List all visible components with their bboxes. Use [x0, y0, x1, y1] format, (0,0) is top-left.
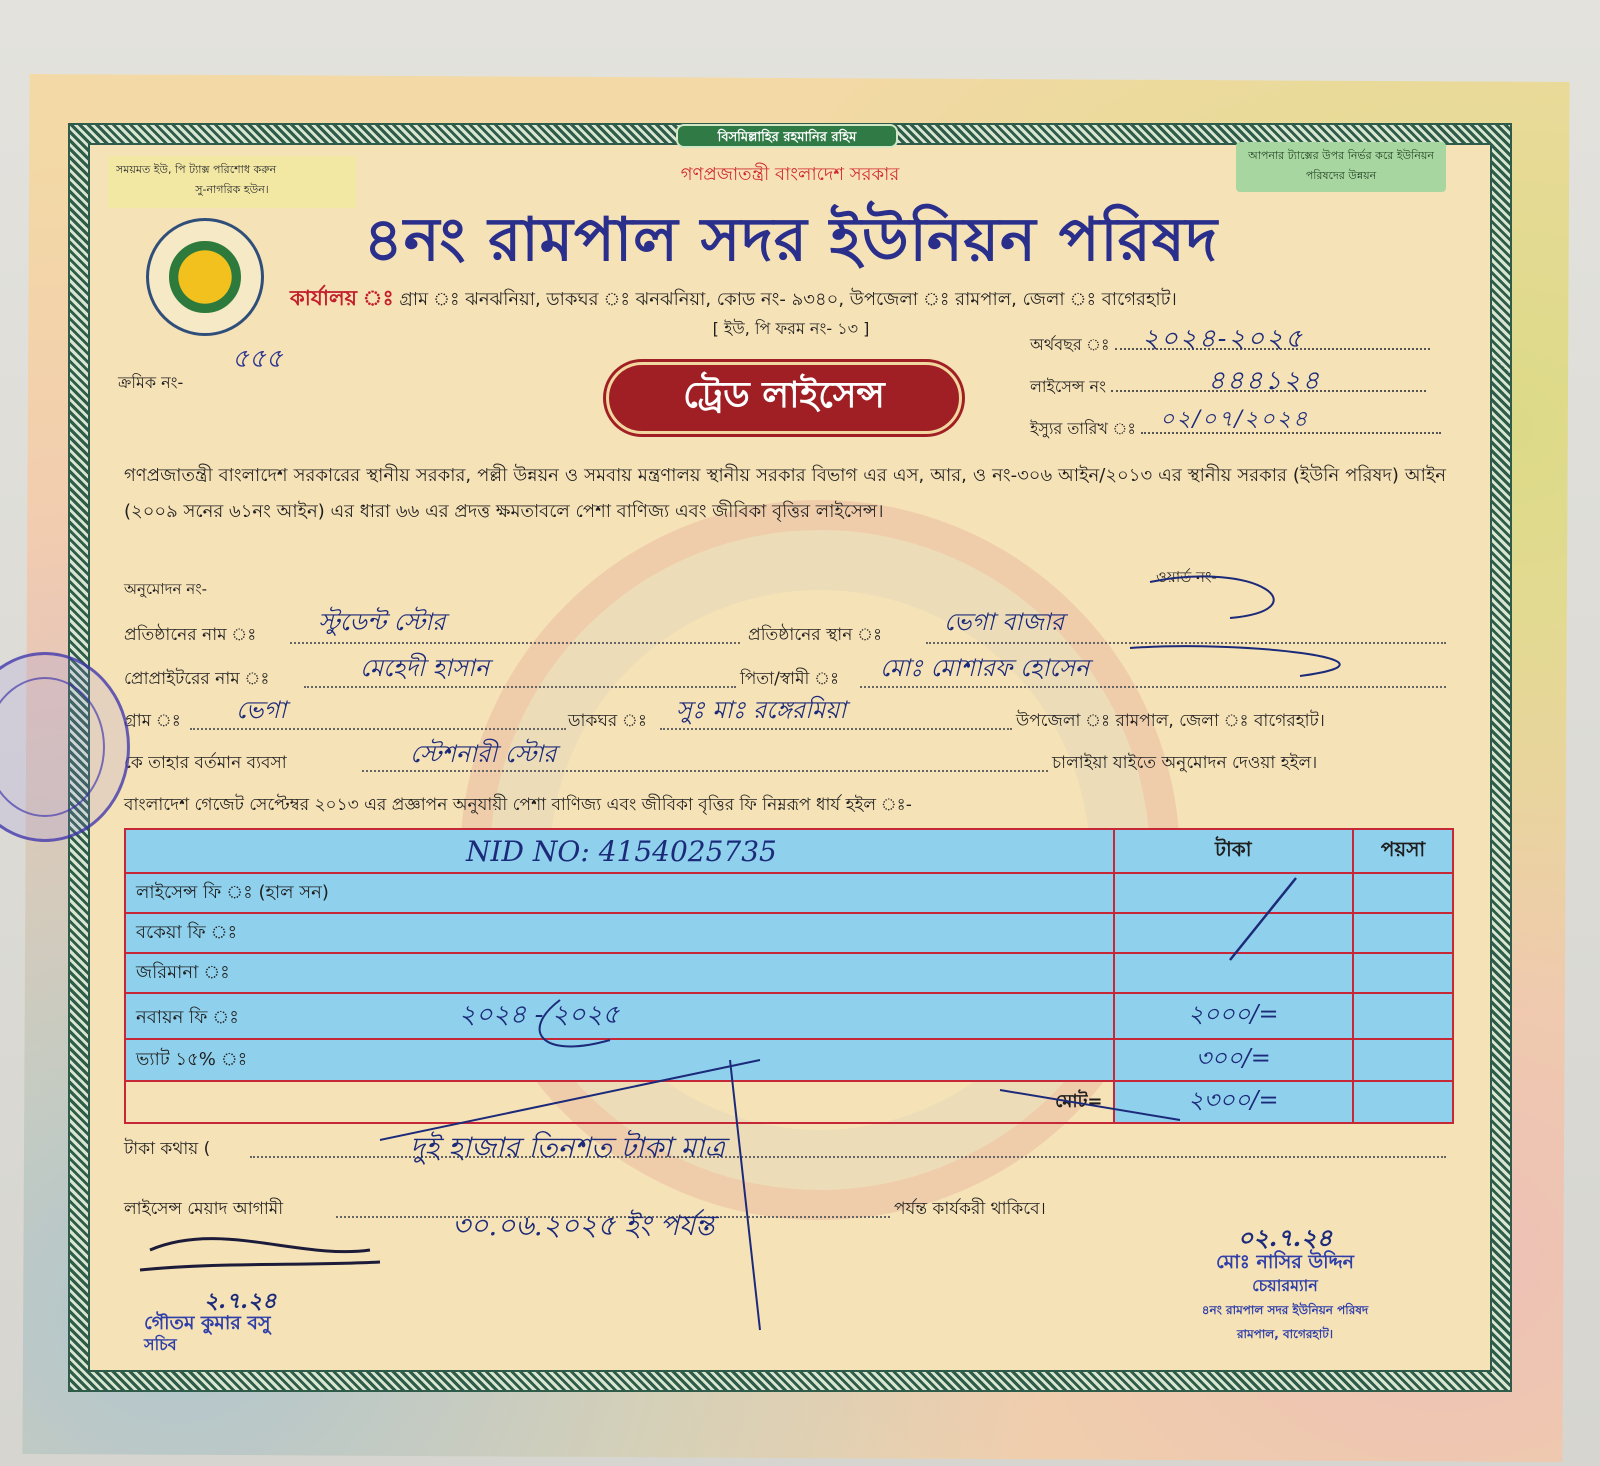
secretary-name: গৌতম কুমার বসু: [144, 1312, 271, 1334]
renewal-year-note: ২০২৪ - ২০২৫: [458, 1000, 620, 1030]
upazila-district-text: উপজেলা ঃ রামপাল, জেলা ঃ বাগেরহাট।: [1016, 711, 1325, 731]
office-address: গ্রাম ঃ ঝনঝনিয়া, ডাকঘর ঃ ঝনঝনিয়া, কোড নং- ৯৩৪০, উপজেলা ঃ রামপাল, জেলা ঃ বাগেরহাট।: [399, 289, 1177, 310]
poysa-header: পয়সা: [1353, 829, 1453, 873]
ward-number-label: ওয়ার্ড নং-: [1156, 568, 1217, 586]
form-number: [ ইউ, পি ফরম নং- ১৩ ]: [712, 319, 870, 338]
trade-license-title: ট্রেড লাইসেন্স: [683, 375, 885, 416]
validity-value: ৩০.০৬.২০২৫ ইং পর্যন্ত: [452, 1209, 715, 1242]
office-label: কার্যালয় ঃ: [290, 286, 394, 310]
taka-header: টাকা: [1114, 829, 1354, 873]
amount-in-words-value: দুই হাজার তিনশত টাকা মাত্র: [410, 1131, 725, 1164]
fiscal-year-label: অর্থবছর ঃ: [1030, 335, 1110, 354]
government-heading: গণপ্রজাতন্ত্রী বাংলাদেশ সরকার: [680, 164, 900, 185]
business-place-value: ভেগা বাজার: [944, 608, 1064, 636]
issue-date-label: ইস্যুর তারিখ ঃ: [1030, 419, 1136, 438]
approval-statement: চালাইয়া যাইতে অনুমোদন দেওয়া হইল।: [1052, 753, 1318, 773]
secretary-title: সচিব: [144, 1335, 177, 1354]
fiscal-year-value: ২০২৪-২০২৫: [1142, 324, 1304, 354]
fee-row-label: লাইসেন্স ফি ঃ (হাল সন): [125, 873, 1114, 913]
serial-value: ৫৫৫: [232, 344, 283, 374]
father-label: পিতা/স্বামী ঃ: [740, 669, 840, 689]
issue-date-value: ০২/০৭/২০২৪: [1160, 407, 1310, 432]
chairman-title: চেয়ারম্যান: [1252, 1276, 1318, 1295]
father-value: মোঃ মোশারফ হোসেন: [880, 654, 1090, 682]
serial-label: ক্রমিক নং-: [118, 373, 184, 392]
proprietor-value: মেহেদী হাসান: [360, 654, 490, 682]
fee-row-taka: ২০০০/=: [1114, 993, 1354, 1039]
tax-reminder-line2: সু-নাগরিক হউন।: [195, 183, 269, 196]
fee-row-label: জরিমানা ঃ: [125, 953, 1114, 993]
proprietor-label: প্রোপ্রাইটরের নাম ঃ: [124, 669, 270, 689]
business-name-value: স্টুডেন্ট স্টোর: [318, 608, 446, 636]
validity-end-text: পর্যন্ত কার্যকরী থাকিবে।: [894, 1199, 1046, 1219]
village-value: ভেগা: [236, 696, 287, 724]
nid-number: NID NO: 4154025735: [125, 829, 1114, 873]
chairman-name: মোঃ নাসির উদ্দিন: [1215, 1251, 1355, 1273]
fee-row-label: বকেয়া ফি ঃ: [125, 913, 1114, 953]
bismillah-banner: বিসমিল্লাহির রহমানির রহিম: [676, 124, 898, 148]
fee-row-taka: ৩০০/=: [1114, 1039, 1354, 1081]
validity-label: লাইসেন্স মেয়াদ আগামী: [124, 1199, 284, 1219]
post-office-label: ডাকঘর ঃ: [568, 711, 647, 731]
chairman-place: রামপাল, বাগেরহাট।: [1236, 1327, 1334, 1341]
gazette-statement: বাংলাদেশ গেজেট সেপ্টেম্বর ২০১৩ এর প্রজ্ঞাপন অনুযায়ী পেশা বাণিজ্য এবং জীবিকা বৃত্তির ফি নিম্নরূপ ধার্য হইল ঃ-: [124, 795, 912, 815]
amount-in-words-label: টাকা কথায় (: [124, 1139, 211, 1159]
development-note: আপনার ট্যাক্সের উপর নির্ভর করে ইউনিয়ন পরিষদের উন্নয়ন: [1236, 142, 1446, 192]
chairman-organization: ৪নং রামপাল সদর ইউনিয়ন পরিষদ: [1201, 1303, 1369, 1317]
village-label: গ্রাম ঃ: [124, 711, 181, 731]
business-type-label: কে তাহার বর্তমান ব্যবসা: [124, 753, 287, 773]
approval-number-label: অনুমোদন নং-: [124, 580, 208, 598]
business-type-value: স্টেশনারী স্টোর: [410, 740, 557, 768]
total-label: মোট=: [125, 1081, 1114, 1123]
tax-reminder-line1: সময়মত ইউ, পি ট্যাক্স পরিশোধ করুন: [116, 163, 277, 176]
license-number-value: ৪৪৪১২৪: [1208, 366, 1322, 396]
chairman-sign-date: ০২.৭.২৪: [1237, 1223, 1333, 1252]
fee-row-label-text: নবায়ন ফি ঃ: [136, 1007, 239, 1028]
secretary-sign-date: ২.৭.২৪: [204, 1288, 277, 1314]
license-number-label: লাইসেন্স নং: [1030, 377, 1106, 396]
business-name-label: প্রতিষ্ঠানের নাম ঃ: [124, 625, 257, 645]
fee-row-label: ভ্যাট ১৫% ঃ: [125, 1039, 1114, 1081]
business-place-label: প্রতিষ্ঠানের স্থান ঃ: [748, 625, 883, 645]
page-title: ৪নং রামপাল সদর ইউনিয়ন পরিষদ: [363, 205, 1219, 275]
post-office-value: সুঃ মাঃ রঙ্গেরমিয়া: [676, 696, 847, 724]
license-preamble: গণপ্রজাতন্ত্রী বাংলাদেশ সরকারের স্থানীয় সরকার, পল্লী উন্নয়ন ও সমবায় মন্ত্রণালয় স্থানীয় সরকার বিভাগ এর এস, আর, ও নং-৩০৬ আইন/২০১৩ এর স্থানীয় সরকার (ইউনি পরিষদ) আইন (২০০৯ সনের ৬১নং আইন) এর ধারা ৬৬ এর প্রদত্ত ক্ষমতাবলে পেশা বাণিজ্য এবং জীবিকা বৃত্তির লাইসেন্স।: [124, 465, 1446, 522]
total-value: ২৩০০/=: [1114, 1081, 1354, 1123]
